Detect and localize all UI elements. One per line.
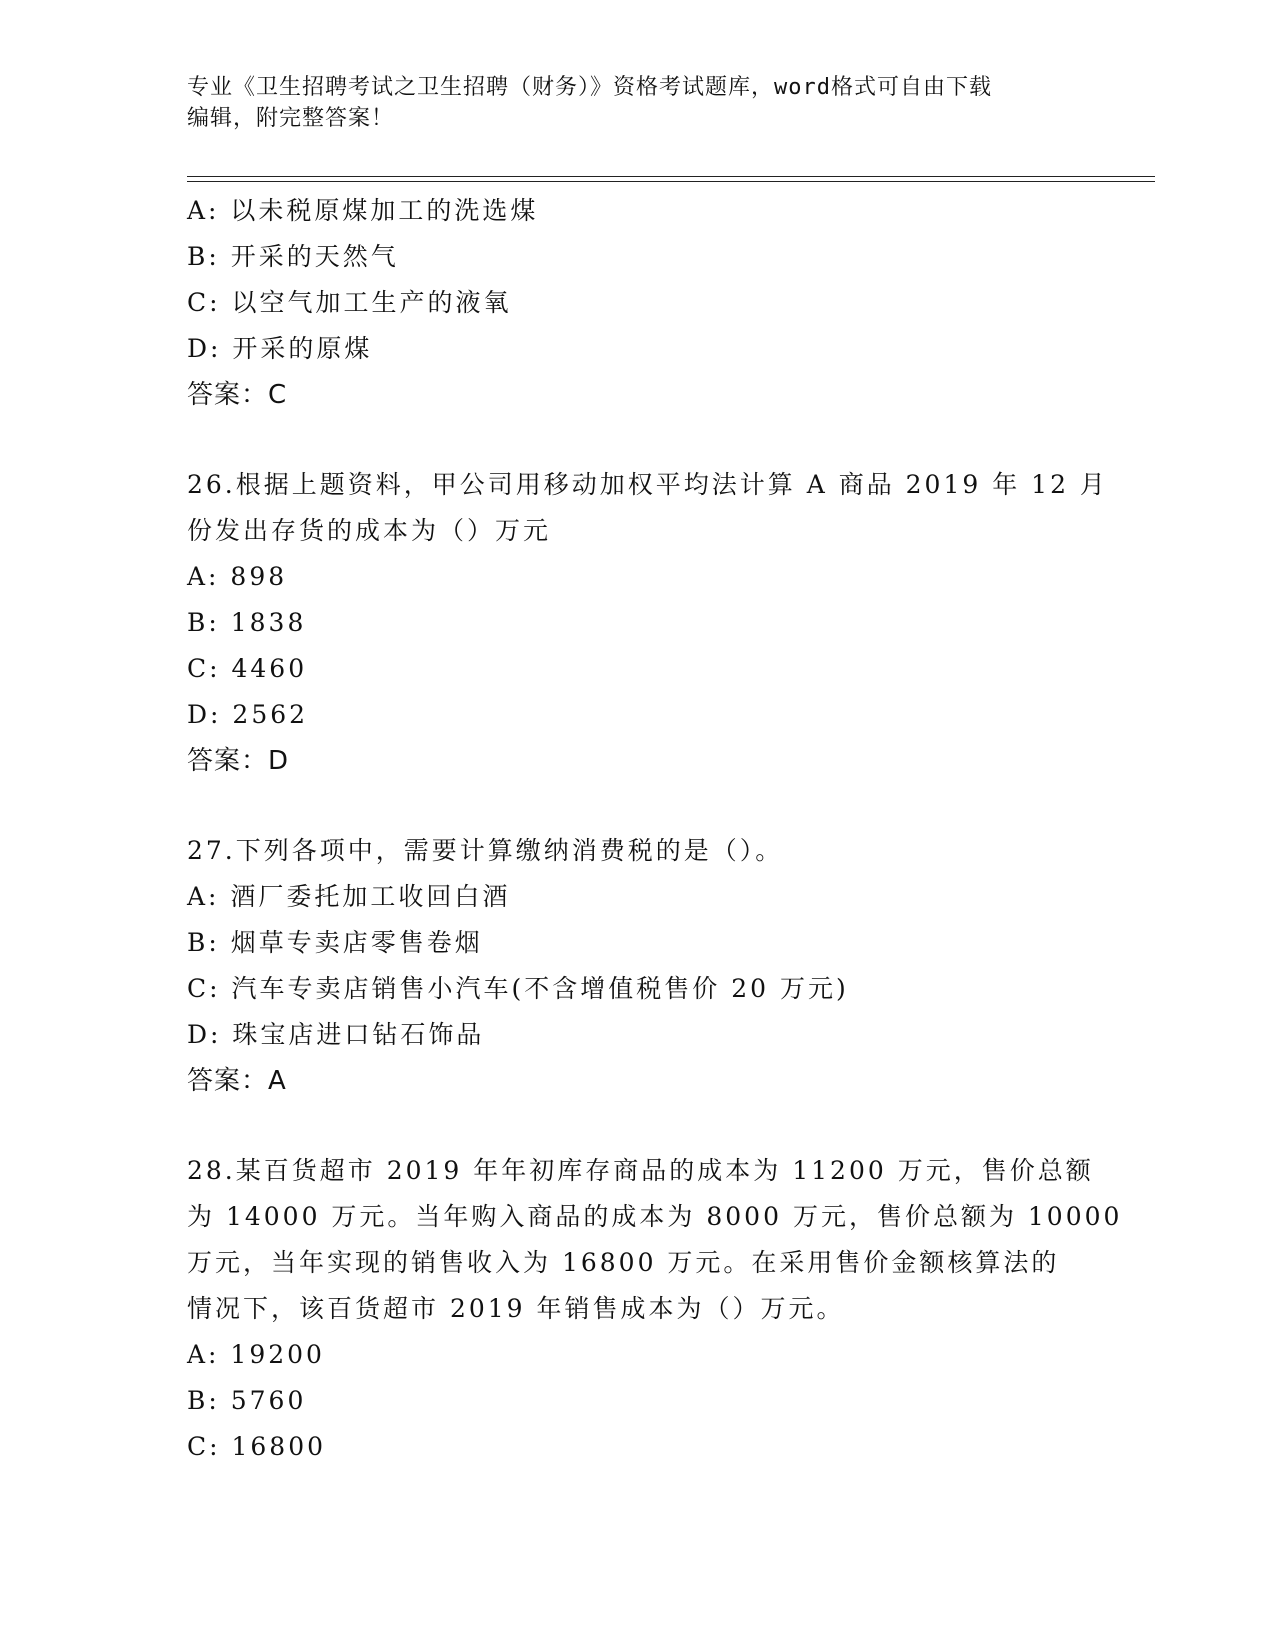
option-b: B: 1838: [187, 608, 307, 637]
header-divider-bottom: [187, 181, 1155, 182]
option-a: A: 898: [187, 562, 288, 591]
option-a: A: 酒厂委托加工收回白酒: [187, 882, 511, 911]
question-stem-line: 26.根据上题资料，甲公司用移动加权平均法计算 A 商品 2019 年 12 月: [187, 470, 1108, 499]
question-26: [187, 462, 1108, 784]
header-divider-top: [187, 176, 1155, 177]
question-stem-line: 情况下，该百货超市 2019 年销售成本为（）万元。: [187, 1294, 845, 1323]
question-list: [187, 188, 1123, 1470]
header-line-2: 编辑，附完整答案！: [187, 106, 395, 131]
header-line-1: 专业《卫生招聘考试之卫生招聘（财务）》资格考试题库，word格式可自由下载: [187, 75, 992, 100]
question-stem-line: 份发出存货的成本为（）万元: [187, 516, 552, 545]
option-b: B: 开采的天然气: [187, 242, 399, 271]
option-d: D: 开采的原煤: [187, 334, 373, 363]
option-c: C: 汽车专卖店销售小汽车(不含增值税售价 20 万元): [187, 974, 849, 1003]
option-b: B: 烟草专卖店零售卷烟: [187, 928, 483, 957]
option-a: A: 19200: [187, 1340, 325, 1369]
document-header: [187, 72, 1067, 134]
option-c: C: 以空气加工生产的液氧: [187, 288, 512, 317]
answer: 答案：C: [187, 380, 288, 410]
question-stem-line: 万元，当年实现的销售收入为 16800 万元。在采用售价金额核算法的: [187, 1248, 1060, 1277]
option-d: D: 2562: [187, 700, 309, 729]
question-stem-line: 28.某百货超市 2019 年年初库存商品的成本为 11200 万元，售价总额: [187, 1156, 1094, 1185]
question-25: [187, 188, 1067, 418]
option-c: C: 16800: [187, 1432, 327, 1461]
option-a: A: 以未税原煤加工的洗选煤: [187, 196, 539, 225]
question-stem-line: 为 14000 万元。当年购入商品的成本为 8000 万元，售价总额为 10000: [187, 1202, 1123, 1231]
answer: 答案：A: [187, 1066, 287, 1096]
option-c: C: 4460: [187, 654, 308, 683]
answer: 答案：D: [187, 746, 290, 776]
question-stem-line: 27.下列各项中，需要计算缴纳消费税的是（）。: [187, 836, 784, 865]
question-28: [187, 1148, 1123, 1470]
option-d: D: 珠宝店进口钻石饰品: [187, 1020, 485, 1049]
option-b: B: 5760: [187, 1386, 307, 1415]
question-27: [187, 828, 1067, 1104]
